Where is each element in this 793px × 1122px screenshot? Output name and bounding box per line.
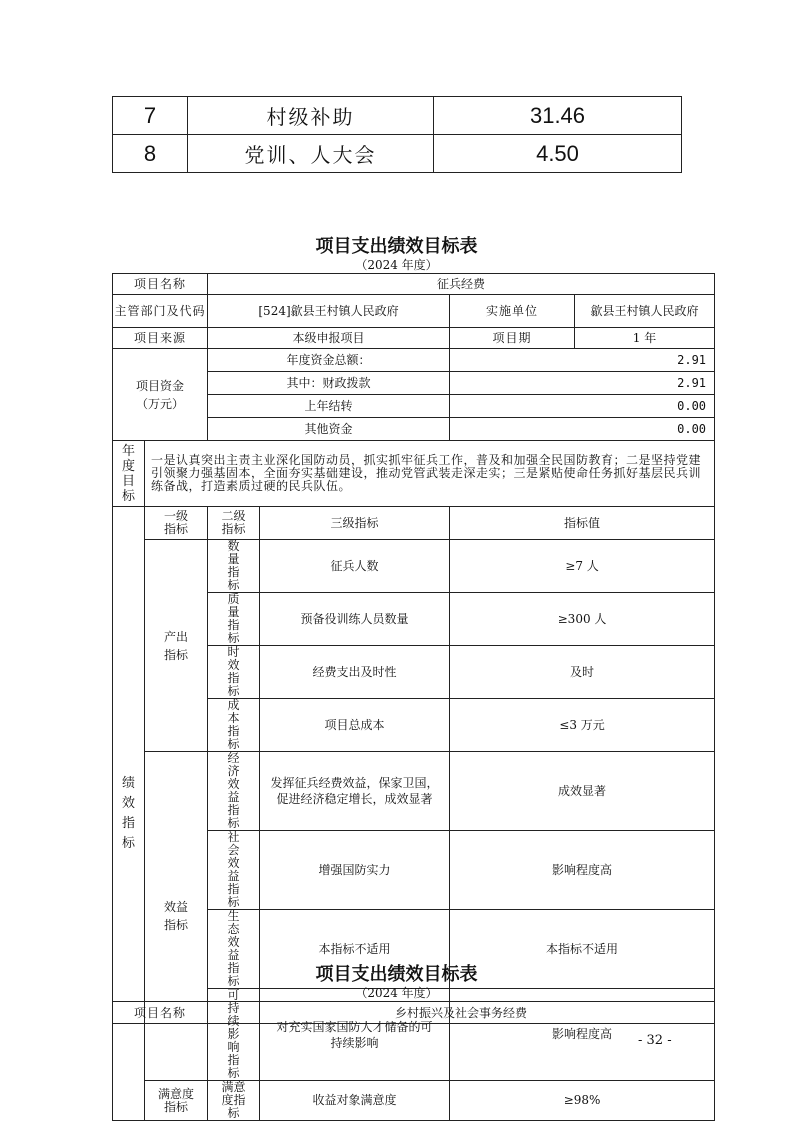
table-row [113, 274, 715, 295]
table-row [113, 441, 715, 507]
table-row [113, 97, 682, 135]
indicator-level2: 社会效益指标 [208, 831, 260, 910]
indicator-level2: 成本指标 [208, 699, 260, 752]
performance-target-table-2 [112, 1001, 715, 1024]
section-title: 项目支出绩效目标表 [315, 236, 478, 257]
funds-item-value: 0.00 [450, 395, 715, 418]
period-label: 项目期 [450, 328, 575, 349]
section-year: （2024 年度） [355, 258, 438, 272]
satisfaction-indicator-label: 满意度指标 [145, 1081, 208, 1121]
indicator-level3: 项目总成本 [260, 699, 450, 752]
indicator-value: 本指标不适用 [450, 910, 715, 989]
indicator-value: 及时 [450, 646, 715, 699]
indicator-level3: 对充实国家国防人才储备的可持续影响 [260, 989, 450, 1081]
indicator-level2: 数量指标 [208, 540, 260, 593]
indicator-value: ≥98% [450, 1081, 715, 1121]
section-year: （2024 年度） [355, 986, 438, 1000]
table-row [113, 1002, 715, 1024]
funds-item-value: 2.91 [450, 349, 715, 372]
funds-label-line2: （万元） [136, 396, 185, 411]
indicator-level2: 经济效益指标 [208, 752, 260, 831]
perf-indicator-label: 绩效指标 [113, 507, 145, 1121]
table-row [113, 295, 715, 328]
indicator-level3: 经费支出及时性 [260, 646, 450, 699]
source-value: 本级申报项目 [208, 328, 450, 349]
source-label: 项目来源 [113, 328, 208, 349]
indicator-value: ≥7 人 [450, 540, 715, 593]
indicator-value: ≤3 万元 [450, 699, 715, 752]
indicator-level2: 生态效益指标 [208, 910, 260, 989]
output-indicator-label: 产出指标 [145, 540, 208, 752]
dept-label-text: 主管部门及代码 [114, 303, 206, 318]
header-level3: 三级指标 [260, 507, 450, 540]
indicator-value: ≥300 人 [450, 593, 715, 646]
indicator-level3: 发挥征兵经费效益，保家卫国，促进经济稳定增长，成效显著 [260, 752, 450, 831]
indicator-level3: 增强国防实力 [260, 831, 450, 910]
table-row [113, 1081, 715, 1121]
row-value: 4.50 [434, 135, 682, 173]
funds-item-label: 其他资金 [208, 418, 450, 441]
funds-item-value: 2.91 [450, 372, 715, 395]
project-name-label: 项目名称 [113, 1002, 208, 1024]
header-value: 指标值 [450, 507, 715, 540]
row-number: 8 [113, 135, 188, 173]
header-level2: 二级指标 [208, 507, 260, 540]
indicator-level2: 可持续影响指标 [208, 989, 260, 1081]
funds-label-line1: 项目资金 [136, 378, 185, 393]
indicator-value: 成效显著 [450, 752, 715, 831]
budget-items-table [112, 96, 682, 173]
indicator-level3: 收益对象满意度 [260, 1081, 450, 1121]
table-row [113, 507, 715, 540]
row-name: 村级补助 [188, 97, 434, 135]
project-name-label: 项目名称 [113, 274, 208, 295]
dept-value: [524]歙县王村镇人民政府 [208, 295, 450, 328]
row-number: 7 [113, 97, 188, 135]
annual-target-text: 一是认真突出主责主业深化国防动员，抓实抓牢征兵工作，普及和加强全民国防教育；二是坚持党建引领聚力强基固本，全面夯实基础建设，推动党管武装走深走实；三是紧贴使命任务抓好基层民兵训练备战，打造素质过硬的民兵队伍。 [145, 441, 715, 507]
indicator-level3: 预备役训练人员数量 [260, 593, 450, 646]
header-level1: 一级指标 [145, 507, 208, 540]
dept-label [113, 295, 208, 328]
impl-value: 歙县王村镇人民政府 [575, 295, 715, 328]
indicator-level3: 征兵人数 [260, 540, 450, 593]
section-title: 项目支出绩效目标表 [315, 964, 478, 985]
benefit-indicator-label: 效益指标 [145, 752, 208, 1081]
funds-item-value: 0.00 [450, 418, 715, 441]
impl-label: 实施单位 [450, 295, 575, 328]
indicator-level2: 质量指标 [208, 593, 260, 646]
indicator-level2: 满意度指标 [208, 1081, 260, 1121]
funds-item-label: 年度资金总额： [208, 349, 450, 372]
project-name-value: 征兵经费 [208, 274, 715, 295]
table-row [113, 752, 715, 831]
funds-item-label: 其中：财政拨款 [208, 372, 450, 395]
row-name: 党训、人大会 [188, 135, 434, 173]
row-value: 31.46 [434, 97, 682, 135]
table-row [113, 349, 715, 372]
period-value: 1 年 [575, 328, 715, 349]
indicator-value: 影响程度高 [450, 989, 715, 1081]
indicator-level2: 时效指标 [208, 646, 260, 699]
page-number: - 32 - [638, 1033, 672, 1048]
funds-label [113, 349, 208, 441]
table-row [113, 540, 715, 593]
indicator-level3: 本指标不适用 [260, 910, 450, 989]
table-row [113, 135, 682, 173]
indicator-value: 影响程度高 [450, 831, 715, 910]
table-row [113, 328, 715, 349]
project-name-value: 乡村振兴及社会事务经费 [208, 1002, 715, 1024]
funds-item-label: 上年结转 [208, 395, 450, 418]
annual-target-label: 年度目标 [113, 441, 145, 507]
